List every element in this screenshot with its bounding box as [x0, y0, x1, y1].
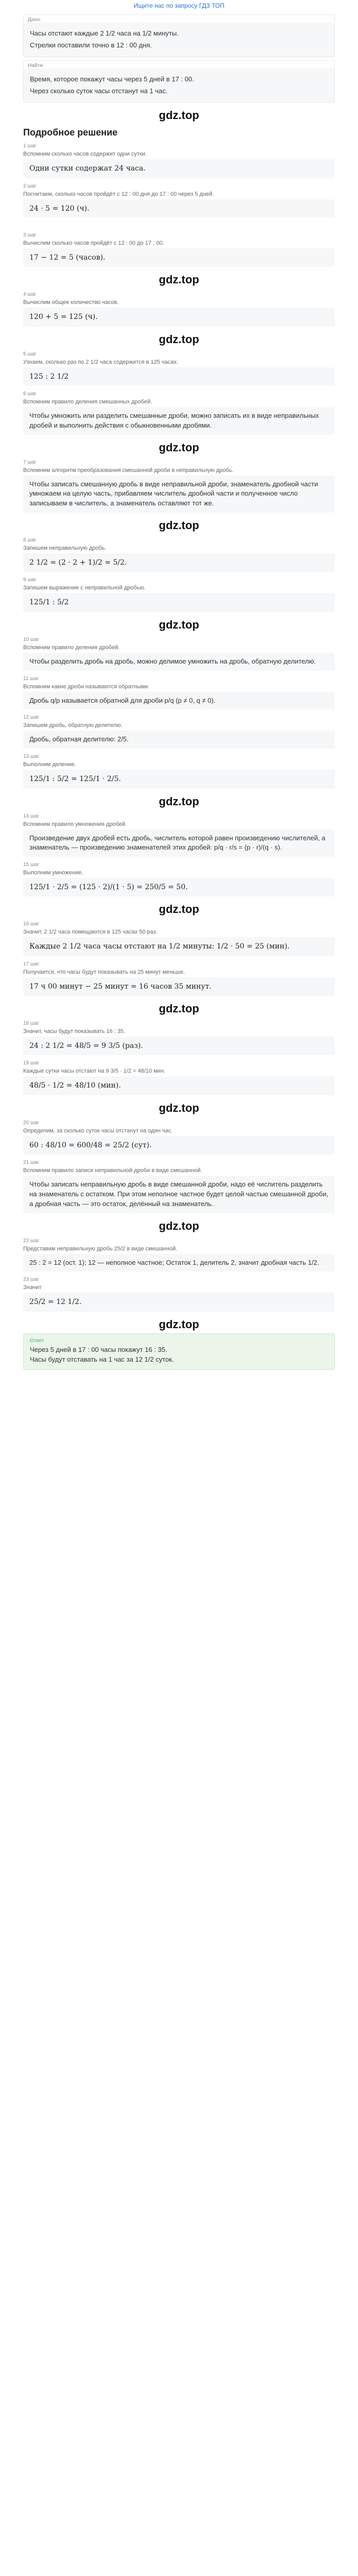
given-section — [23, 14, 335, 57]
detail-title: Подробное решение — [23, 127, 118, 138]
watermark-6: gdz.top — [159, 618, 199, 631]
step-13: 13 шаг Выполним деление. 125/1 : 5/2 = 125/1 · 2/5. — [23, 754, 335, 788]
step-3: 3 шаг Вычислим сколько часов пройдёт с 12 : 00 до 17 : 00. 17 − 12 = 5 (часов). — [23, 232, 335, 267]
step-14: 14 шаг Вспомним правило умножения дробей. Произведение двух дробей есть дробь, числитель которой равен произведению числителей, а знаменатель — произведению знаменателей этих дробей: p/q · r/s = (p · r)/(q · s). — [23, 814, 335, 857]
step-5: 5 шаг Узнаем, сколько раз по 2 1/2 часа содержится в 125 часах. 125 : 2 1/2 — [23, 351, 335, 386]
step-22: 22 шаг Представим неправильную дробь 25/2 в виде смешанной. 25 : 2 = 12 (ост. 1); 12 — неполное частное; Остаток 1, делитель 2, значит дробная часть 1/2. — [23, 1238, 335, 1272]
watermark-4: gdz.top — [159, 440, 199, 454]
step-23: 23 шаг Значит 25/2 = 12 1/2. — [23, 1277, 335, 1311]
step-11: 11 шаг Вспомним какие дроби называются обратными. Дробь q/p называется обратной для дроби p/q (p ≠ 0, q ≠ 0). — [23, 676, 335, 710]
find-line1: Время, которое покажут часы через 5 дней в 17 : 00. — [30, 75, 194, 83]
watermark-7: gdz.top — [159, 794, 199, 808]
step-9: 9 шаг Запишем выражение с неправильной дробью. 125/1 : 5/2 — [23, 577, 335, 612]
watermark-5: gdz.top — [159, 519, 199, 532]
given-line1: Часы отстают каждые 2 1/2 часа на 1/2 минуты. — [30, 29, 179, 37]
step-16: 16 шаг Значит, 2 1/2 часа помещаются в 125 часах 50 раз. Каждые 2 1/2 часа часы отстают на 1/2 минуты: 1/2 · 50 = 25 (мин). — [23, 921, 335, 956]
watermark-1: gdz.top — [159, 109, 199, 122]
answer-line2: Часы будут отставать на 1 час за 12 1/2 суток. — [30, 1355, 174, 1363]
answer-box — [23, 1333, 335, 1370]
step-19: 19 шаг Каждые сутки часы отстают на 9 3/5 · 1/2 = 48/10 мин. 48/5 · 1/2 = 48/10 (мин). — [23, 1060, 335, 1095]
watermark-3: gdz.top — [159, 332, 199, 346]
step-4: 4 шаг Вычислим общее количество часов. 120 + 5 = 125 (ч). — [23, 292, 335, 326]
step-1: 1 шаг Вспомним сколько часов содержит одни сутки. Одни сутки содержат 24 часа. — [23, 143, 335, 178]
watermark-2: gdz.top — [159, 273, 199, 286]
top-link[interactable]: Ищите нас по запросу ГДЗ ТОП — [133, 2, 225, 9]
watermark-11: gdz.top — [159, 1219, 199, 1232]
step-7: 7 шаг Вспомним алгоритм преобразования смешанной дроби в неправильную дробь. Чтобы записать смешанную дробь в виде неправильной дроби, знаменатель дробной части умножаем на целую часть, прибавляем числитель дробной части и полученное число записываем в числитель, а знаменатель оставляют тот же. — [23, 460, 335, 513]
given-line2: Стрелки поставили точно в 12 : 00 дня. — [30, 41, 152, 49]
step-20: 20 шаг Определим, за сколько суток часы отстанут на один час. 60 : 48/10 = 600/48 = 25/2 (сут). — [23, 1120, 335, 1155]
step-10: 10 шаг Вспомним правило деления дробей. Чтобы разделить дробь на дробь, можно делимое умножить на дробь, обратную делителю. — [23, 637, 335, 671]
find-label: Найти: — [28, 62, 44, 69]
step-2: 2 шаг Посчитаем, сколько часов пройдёт с 12 : 00 дня до 17 : 00 через 5 дней. 24 · 5 = 120 (ч). — [23, 183, 335, 218]
answer-line1: Через 5 дней в 17 : 00 часы покажут 16 : 35. — [30, 1345, 167, 1353]
watermark-9: gdz.top — [159, 1002, 199, 1015]
watermark-8: gdz.top — [159, 903, 199, 916]
watermark-10: gdz.top — [159, 1101, 199, 1114]
step-15: 15 шаг Выполним умножение. 125/1 · 2/5 = (125 · 2)/(1 · 5) = 250/5 = 50. — [23, 862, 335, 896]
find-line2: Через сколько суток часы отстанут на 1 час. — [30, 87, 168, 95]
step-18: 18 шаг Значит, часы будут показывать 16 : 35. 24 : 2 1/2 = 48/5 = 9 3/5 (раз). — [23, 1021, 335, 1055]
given-label: Дано: — [28, 17, 42, 23]
step-12: 12 шаг Запишем дробь, обратную делителю. Дробь, обратная делителю: 2/5. — [23, 715, 335, 749]
find-section — [23, 60, 335, 103]
step-17: 17 шаг Получается, что часы будут показывать на 25 минут меньше. 17 ч 00 минут − 25 минут = 16 часов 35 минут. — [23, 961, 335, 996]
step-6: 6 шаг Вспомним правило деления смешанных дробей. Чтобы умножить или разделить смешанные дроби, можно записать их в виде неправильных дробей и выполнить действия с обыкновенными дробями. — [23, 391, 335, 435]
step-8: 8 шаг Запишем неправильную дробь. 2 1/2 = (2 · 2 + 1)/2 = 5/2. — [23, 537, 335, 572]
watermark-12: gdz.top — [159, 1317, 199, 1331]
answer-label: Ответ — [30, 1337, 44, 1344]
step-21: 21 шаг Вспомним правило записи неправильной дроби в виде смешанной. Чтобы записать неправильную дробь в виде смешанной дроби, надо её числитель разделить на знаменатель с остатком. При этом неполное частное будет целой частью смешанной дроби, а дробная часть — это остаток, делённый на знаменатель. — [23, 1160, 335, 1213]
